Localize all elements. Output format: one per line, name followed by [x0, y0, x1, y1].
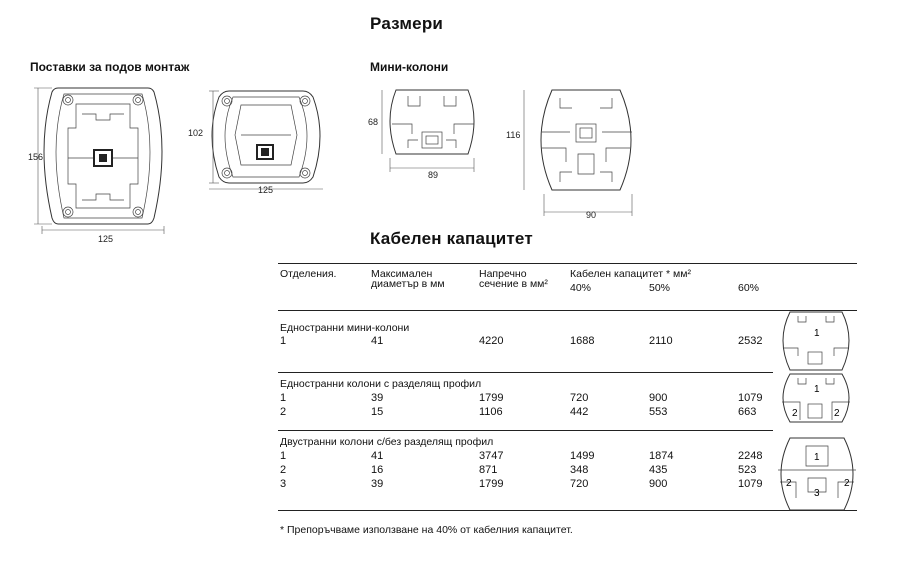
mini-column-1-drawing [378, 84, 488, 174]
table-top-rule [278, 263, 857, 264]
cell-c60: 1079 [738, 392, 763, 404]
cell-c60: 2532 [738, 335, 763, 347]
cell-diam: 41 [371, 335, 384, 347]
floor-boxes-title: Поставки за подов монтаж [30, 60, 190, 74]
cell-c60: 523 [738, 464, 757, 476]
cell-diam: 39 [371, 392, 384, 404]
box2-width-label: 125 [258, 185, 274, 195]
cell-c40: 720 [570, 392, 589, 404]
section-label: 1 [814, 452, 820, 463]
table-header-rule [278, 310, 857, 311]
section-label: 2 [792, 408, 798, 419]
section-label: 1 [814, 328, 820, 339]
group-rule [278, 430, 773, 431]
group-title: Двустранни колони с/без разделящ профил [280, 436, 494, 448]
cell-comp: 2 [280, 464, 287, 476]
floor-box-small-drawing [205, 85, 345, 195]
cell-comp: 3 [280, 478, 287, 490]
footnote: * Препоръчваме използване на 40% от кабелния капацитет. [280, 524, 573, 536]
header-pct40: 40% [570, 282, 592, 294]
section-diagram-3 [772, 434, 862, 514]
box1-width-label: 125 [98, 234, 114, 244]
section-label: 3 [814, 488, 820, 499]
cell-c60: 1079 [738, 478, 763, 490]
cell-comp: 1 [280, 392, 287, 404]
mini-column-2-drawing [520, 84, 640, 224]
cell-c50: 435 [649, 464, 668, 476]
cell-cross: 1799 [479, 392, 504, 404]
cell-c50: 2110 [649, 335, 673, 347]
mini1-width-label: 89 [428, 170, 439, 180]
group-title: Едностранни мини-колони [280, 322, 410, 334]
cell-c50: 900 [649, 478, 668, 490]
mini1-height-label: 68 [368, 117, 379, 127]
cell-c40: 1688 [570, 335, 595, 347]
cell-c50: 1874 [649, 450, 674, 462]
section-label: 2 [834, 408, 840, 419]
cell-c40: 720 [570, 478, 589, 490]
group-rule [278, 372, 773, 373]
section-diagram-2 [776, 370, 856, 440]
cell-comp: 2 [280, 406, 287, 418]
cell-c50: 900 [649, 392, 668, 404]
cell-diam: 39 [371, 478, 384, 490]
cell-c50: 553 [649, 406, 668, 418]
mini2-width-label: 90 [586, 210, 597, 220]
cell-comp: 1 [280, 335, 287, 347]
header-compartments: Отделения. [280, 268, 337, 280]
cell-cross: 1799 [479, 478, 504, 490]
group-title: Едностранни колони с разделящ профил [280, 378, 482, 390]
cell-comp: 1 [280, 450, 287, 462]
cell-diam: 41 [371, 450, 384, 462]
box1-height-label: 156 [28, 152, 44, 162]
cell-cross: 3747 [479, 450, 504, 462]
header-pct60: 60% [738, 282, 760, 294]
cell-diam: 15 [371, 406, 384, 418]
box2-height-label: 102 [188, 128, 204, 138]
cell-cross: 1106 [479, 406, 503, 418]
section-label: 2 [786, 478, 792, 489]
cell-c60: 2248 [738, 450, 763, 462]
section-label: 1 [814, 384, 820, 395]
cell-cross: 871 [479, 464, 498, 476]
dimensions-title: Размери [370, 14, 444, 33]
cell-cross: 4220 [479, 335, 504, 347]
header-cross-section: Напречно сечение в мм² [479, 268, 548, 290]
header-max-diameter: Максимален диаметър в мм [371, 268, 445, 290]
header-capacity: Кабелен капацитет * мм² [570, 268, 691, 280]
cell-c40: 348 [570, 464, 589, 476]
cell-c40: 442 [570, 406, 589, 418]
floor-box-large-drawing [30, 78, 190, 248]
mini-columns-title: Мини-колони [370, 60, 449, 74]
capacity-title: Кабелен капацитет [370, 229, 533, 248]
cell-c40: 1499 [570, 450, 595, 462]
mini2-height-label: 116 [506, 130, 521, 140]
cell-diam: 16 [371, 464, 384, 476]
cell-c60: 663 [738, 406, 757, 418]
section-diagram-1 [776, 308, 856, 378]
table-bottom-rule [278, 510, 857, 511]
header-pct50: 50% [649, 282, 671, 294]
section-label: 2 [844, 478, 850, 489]
